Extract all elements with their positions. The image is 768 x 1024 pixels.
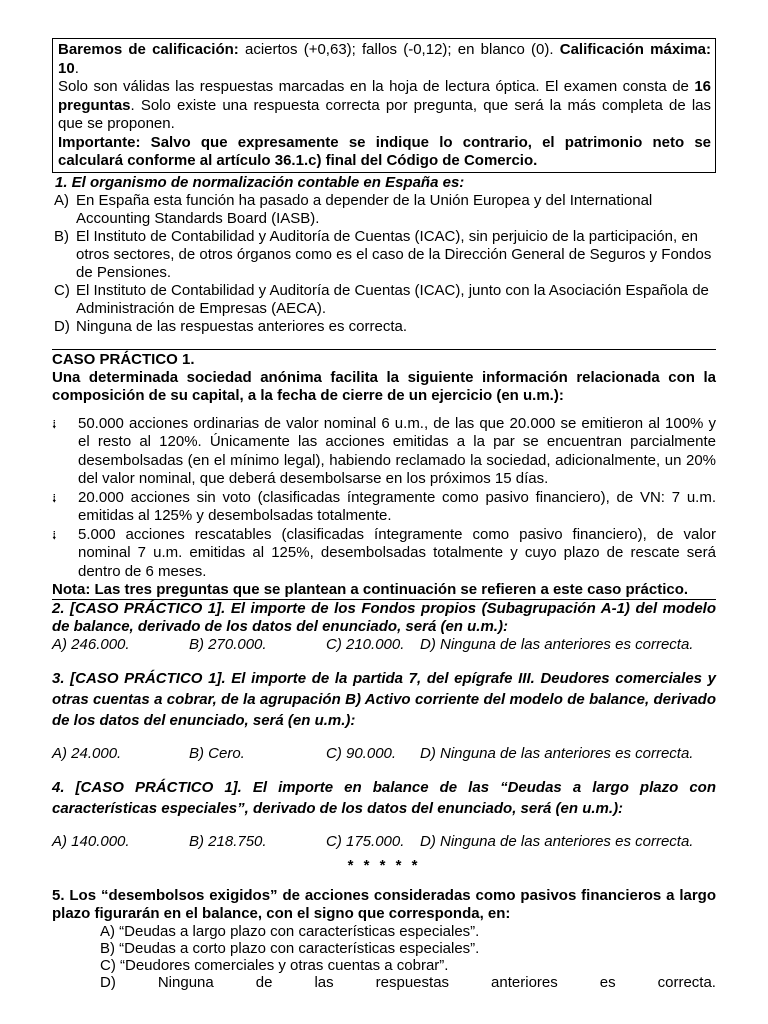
instructions-box: [52, 38, 716, 173]
option-4c[interactable]: C) 175.000.: [326, 833, 405, 850]
validity-text-a: Solo son válidas las respuestas marcadas en la hoja de lectura óptica. El examen consta de: [58, 78, 695, 95]
option-text: El Instituto de Contabilidad y Auditoría de Cuentas (ICAC), sin perjuicio de la participación, en otros sectores, de otros órganos como es el caso de la Dirección General de Seguros y Fondos de Pensiones.: [76, 227, 712, 281]
option-1a[interactable]: [54, 192, 716, 228]
question-1: [52, 174, 716, 336]
option-3b[interactable]: B) Cero.: [189, 745, 245, 762]
case-bullet: [52, 489, 716, 526]
option-text: El Instituto de Contabilidad y Auditoría de Cuentas (ICAC), junto con la Asociación Española de Administración de Empresas (AECA).: [76, 281, 709, 317]
max-grade-value: 10: [58, 59, 75, 77]
case-title: CASO PRÁCTICO 1.: [52, 350, 195, 368]
word: de: [255, 974, 273, 991]
case-study: [52, 351, 716, 600]
grading-text: aciertos (+0,63); fallos (-0,12); en blanco (0).: [238, 41, 560, 58]
question-3: [52, 668, 716, 763]
answer-row: [52, 833, 716, 851]
word: Ninguna: [157, 974, 214, 991]
option-3a[interactable]: A) 24.000.: [52, 745, 122, 762]
option-1b[interactable]: [54, 228, 716, 282]
section-divider: [52, 349, 716, 350]
option-5b[interactable]: B) “Deudas a corto plazo con características especiales”.: [100, 940, 480, 957]
option-5d[interactable]: [100, 974, 716, 991]
option-1d[interactable]: [54, 318, 716, 336]
case-bullets: [52, 415, 716, 582]
option-2c[interactable]: C) 210.000.: [326, 636, 405, 653]
question-2-title: 2. [CASO PRÁCTICO 1]. El importe de los Fondos propios (Subagrupación A-1) del modelo de balance, derivado de los datos del enunciado, será (en u.m.):: [52, 600, 716, 635]
question-2: [52, 600, 716, 654]
exam-page: [52, 38, 716, 991]
bullet-text: 50.000 acciones ordinarias de valor nominal 6 u.m., de las que 20.000 se emitieron al 100% y el resto al 120%. Únicamente las acciones emitidas a la par se encuentran parcialmente desembolsadas (en el mínimo legal), habiendo reclamado la sociedad, adicionalmente, un 20% del valor nominal, que deberá desembolsarse en los próximos 15 días.: [78, 414, 716, 487]
answer-row: [52, 745, 716, 763]
question-5-title: 5. Los “desembolsos exigidos” de acciones consideradas como pasivos financieros a largo plazo figurarán en el balance, con el signo que corresponda, en:: [52, 887, 716, 922]
option-5c[interactable]: C) “Deudores comerciales y otras cuentas a cobrar”.: [100, 957, 449, 974]
word: las: [314, 974, 334, 991]
question-3-title: 3. [CASO PRÁCTICO 1]. El importe de la partida 7, del epígrafe III. Deudores comerciales y otras cuentas a cobrar, de la agrupación B) Activo corriente del modelo de balance, derivado de los datos del enunciado, será (en u.m.):: [52, 670, 716, 729]
option-2b[interactable]: B) 270.000.: [189, 636, 267, 653]
word: es: [599, 974, 616, 991]
bullet-text: 20.000 acciones sin voto (clasificadas íntegramente como pasivo financiero), de VN: 7 u.m. emitidas al 125% y desembolsadas totalmente.: [78, 488, 716, 524]
question-4-title: 4. [CASO PRÁCTICO 1]. El importe en balance de las “Deudas a largo plazo con características especiales”, derivado de los datos del enunciado, será (en u.m.):: [52, 779, 716, 817]
question-1-title: 1. El organismo de normalización contable en España es:: [55, 173, 465, 191]
question-4: [52, 777, 716, 851]
option-2d[interactable]: D) Ninguna de las anteriores es correcta.: [420, 636, 694, 653]
important-text: Importante: Salvo que expresamente se indique lo contrario, el patrimonio neto se calculará conforme al artículo 36.1.c) final del Código de Comercio.: [58, 133, 711, 169]
case-bullet: [52, 415, 716, 489]
option-3d[interactable]: D) Ninguna de las anteriores es correcta.: [420, 745, 694, 762]
option-letter: A): [54, 191, 69, 209]
grading-label: Baremos de calificación:: [58, 41, 239, 58]
word: respuestas: [375, 974, 450, 991]
bullet-arrow-icon: ⭭: [52, 527, 57, 543]
bullet-arrow-icon: ⭭: [52, 490, 57, 506]
word: correcta.: [657, 974, 716, 991]
bullet-text: 5.000 acciones rescatables (clasificadas íntegramente como pasivo financiero), de valor nominal 7 u.m. emitidas al 125%, desembolsadas totalmente y cuyo plazo de rescate será dentro de 6 meses.: [78, 525, 716, 580]
bullet-arrow-icon: ⭭: [52, 416, 57, 432]
option-4a[interactable]: A) 140.000.: [52, 833, 130, 850]
option-4d[interactable]: D) Ninguna de las anteriores es correcta.: [420, 833, 694, 850]
validity-line: [58, 78, 711, 134]
separator-stars: * * * * *: [347, 857, 421, 874]
case-intro: Una determinada sociedad anónima facilita la siguiente información relacionada con la composición de su capital, a la fecha de cierre de un ejercicio (en u.m.):: [52, 368, 716, 404]
option-3c[interactable]: C) 90.000.: [326, 745, 397, 762]
option-letter: D): [54, 317, 70, 335]
option-5a[interactable]: A) “Deudas a largo plazo con características especiales”.: [100, 923, 480, 940]
option-1c[interactable]: [54, 282, 716, 318]
max-grade-label: Calificación máxima:: [559, 41, 712, 58]
option-text: En España esta función ha pasado a depender de la Unión Europea y del International Accounting Standards Board (IASB).: [76, 191, 653, 227]
case-note: Nota: Las tres preguntas que se plantean a continuación se refieren a este caso práctico.: [52, 581, 689, 598]
answer-row: [52, 636, 716, 654]
question-5: [52, 887, 716, 991]
option-text: Ninguna de las respuestas anteriores es correcta.: [76, 317, 408, 335]
word: D): [100, 974, 116, 991]
option-4b[interactable]: B) 218.750.: [189, 833, 267, 850]
word: anteriores: [491, 974, 558, 991]
validity-text-b: . Solo existe una respuesta correcta por pregunta, que será la más completa de las que se proponen.: [58, 96, 711, 132]
option-letter: C): [54, 281, 70, 299]
question-count: 16 preguntas: [58, 78, 711, 114]
important-note: [58, 134, 711, 171]
grading-line: Baremos de calificación: aciertos (+0,63); fallos (-0,12); en blanco (0). Calificación máxima: 10.: [58, 41, 712, 77]
option-letter: B): [54, 227, 69, 245]
option-2a[interactable]: A) 246.000.: [52, 636, 130, 653]
case-bullet: [52, 526, 716, 582]
